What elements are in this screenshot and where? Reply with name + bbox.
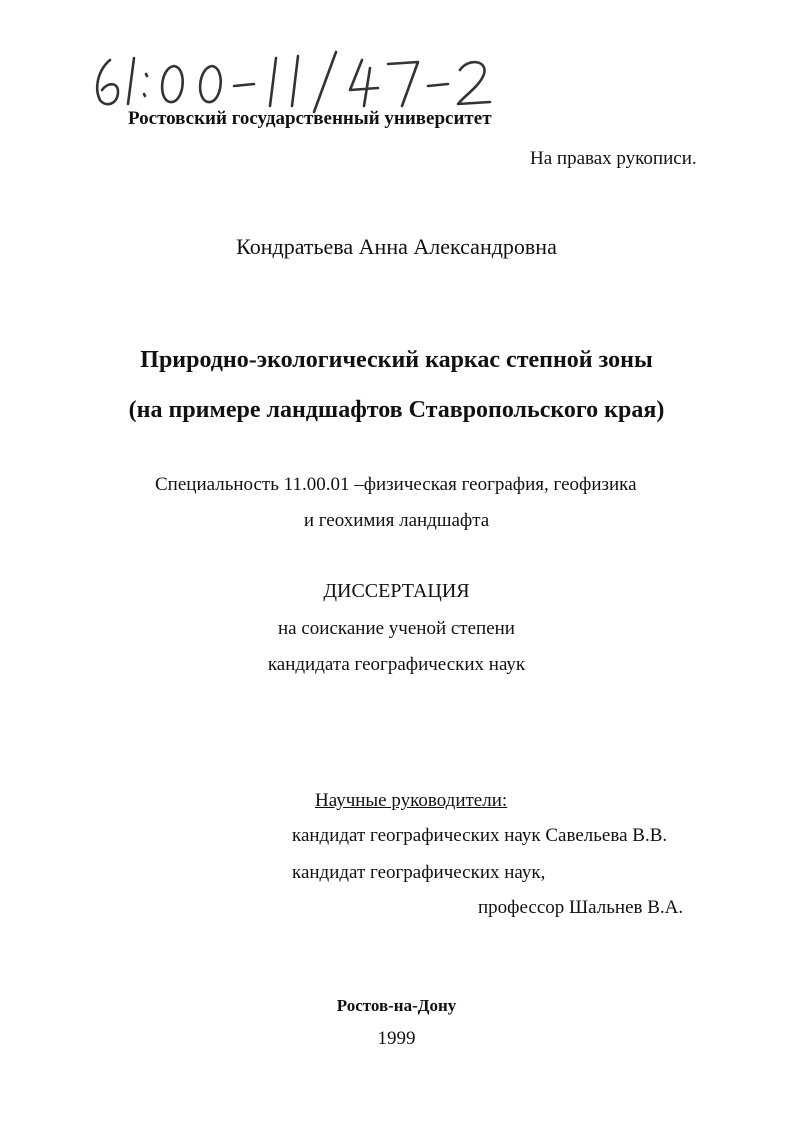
thesis-title-line-1: Природно-экологический каркас степной зоны <box>140 347 653 373</box>
manuscript-rights-note: На правах рукописи. <box>530 148 697 169</box>
specialty-line-1: Специальность 11.00.01 –физическая география, геофизика <box>155 474 637 495</box>
handwritten-number-drawing <box>88 46 508 116</box>
dissertation-degree-line-2: кандидата географических наук <box>267 654 526 675</box>
dissertation-label: ДИССЕРТАЦИЯ <box>323 580 470 602</box>
city: Ростов-на-Дону <box>336 996 457 1015</box>
supervisor-line-3: профессор Шальнев В.А. <box>478 897 684 918</box>
year: 1999 <box>377 1028 416 1049</box>
supervisor-line-1: кандидат географических наук Савельева В.В. <box>292 825 668 846</box>
handwritten-archive-number <box>88 46 508 116</box>
dissertation-degree-line-1: на соискание ученой степени <box>278 618 515 639</box>
thesis-title-line-2: (на примере ландшафтов Ставропольского края) <box>128 397 665 423</box>
supervisors-heading: Научные руководители: <box>315 790 508 811</box>
author-name: Кондратьева Анна Александровна <box>236 234 557 259</box>
specialty-line-2: и геохимия ландшафта <box>303 510 490 531</box>
supervisor-line-2: кандидат географических наук, <box>292 862 546 883</box>
university-name: Ростовский государственный университет <box>128 108 492 129</box>
